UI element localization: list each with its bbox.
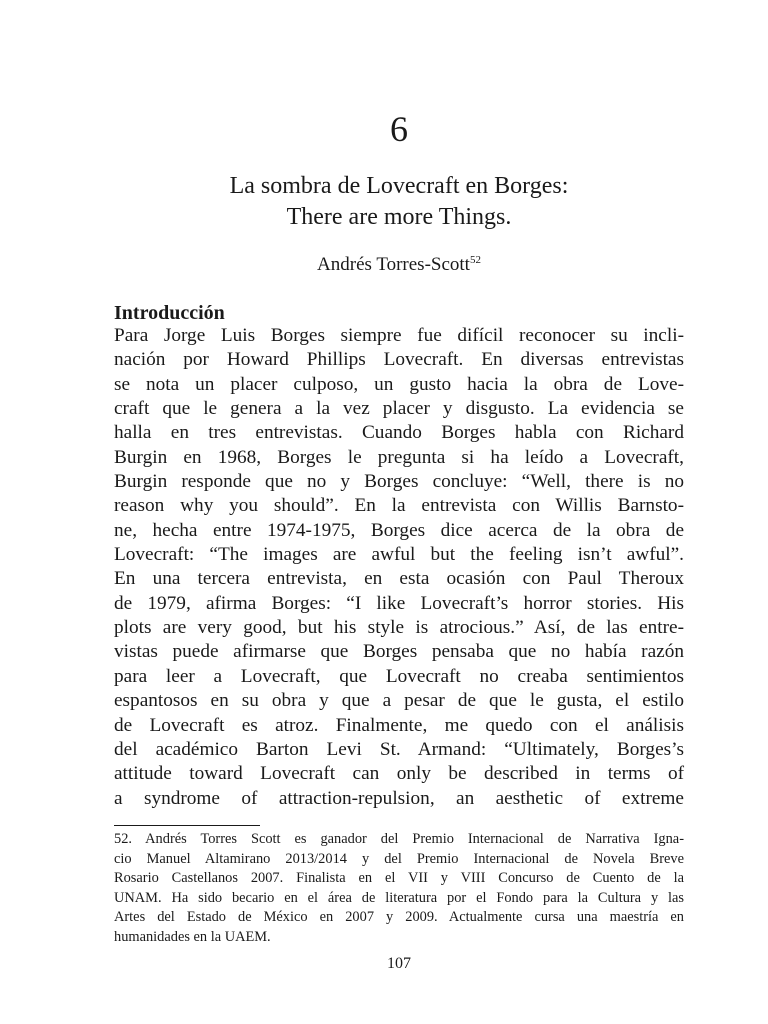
paragraph-line: Burgin responde que no y Borges concluye: “Well, there is no	[114, 471, 684, 493]
paragraph-line: attitude toward Lovecraft can only be described in terms of	[114, 763, 684, 785]
page-number: 107	[387, 955, 411, 972]
author-name: Andrés Torres-Scott	[317, 254, 470, 275]
footnote-divider	[114, 825, 260, 826]
paragraph-line: Para Jorge Luis Borges siempre fue difícil reconocer su incli-	[114, 325, 684, 346]
chapter-title	[0, 171, 768, 233]
paragraph-line: nación por Howard Phillips Lovecraft. En diversas entrevistas	[114, 349, 684, 371]
footnote-reference[interactable]: 52	[469, 254, 481, 266]
footnote-line: UNAM. Ha sido becario en el área de literatura por el Fondo para la Cultura y las	[114, 889, 684, 906]
footnote	[114, 830, 684, 947]
paragraph-line: para leer a Lovecraft, que Lovecraft no creaba sentimientos	[114, 665, 684, 687]
footnote-line: Artes del Estado de México en 2007 y 2009. Actualmente cursa una maestría en	[114, 909, 684, 925]
paragraph-line: reason why you should”. En la entrevista con Willis Barnsto-	[114, 495, 684, 517]
paragraph-line: a syndrome of attraction-repulsion, an aesthetic of extreme	[114, 787, 684, 809]
body-paragraph	[114, 324, 684, 811]
paragraph-line: del académico Barton Levi St. Armand: “Ultimately, Borges’s	[114, 738, 684, 760]
paragraph-line: de 1979, afirma Borges: “I like Lovecraft’s horror stories. His	[114, 592, 684, 614]
footnote-line: Rosario Castellanos 2007. Finalista en el VII y VIII Concurso de Cuento de la	[114, 870, 684, 886]
footnote-line: humanidades en la UAEM.	[114, 928, 271, 945]
paragraph-line: se nota un placer culposo, un gusto hacia la obra de Love-	[114, 373, 684, 395]
paragraph-line: ne, hecha entre 1974-1975, Borges dice acerca de la obra de	[114, 519, 684, 541]
paragraph-line: Burgin en 1968, Borges le pregunta si ha leído a Lovecraft,	[114, 446, 684, 468]
footnote-line: 52. Andrés Torres Scott es ganador del Premio Internacional de Narrativa Igna-	[114, 831, 684, 847]
section-heading: Introducción	[114, 302, 225, 324]
paragraph-line: de Lovecraft es atroz. Finalmente, me quedo con el análisis	[114, 714, 684, 736]
author-byline	[0, 252, 768, 278]
paragraph-line: halla en tres entrevistas. Cuando Borges habla con Richard	[114, 422, 684, 444]
chapter-title-line: There are more Things.	[286, 204, 512, 230]
paragraph-line: En una tercera entrevista, en esta ocasión con Paul Theroux	[114, 568, 684, 590]
footnote-line: cio Manuel Altamirano 2013/2014 y del Premio Internacional de Novela Breve	[114, 850, 684, 867]
paragraph-line: Lovecraft: “The images are awful but the feeling isn’t awful”.	[114, 544, 684, 566]
paragraph-line: craft que le genera a la vez placer y disgusto. La evidencia se	[114, 398, 684, 420]
paragraph-line: vistas puede afirmarse que Borges pensaba que no había razón	[114, 641, 684, 663]
paragraph-line: espantosos en su obra y que a pesar de que le gusta, el estilo	[114, 690, 684, 712]
paragraph-line: plots are very good, but his style is atrocious.” Así, de las entre-	[114, 617, 684, 639]
chapter-number: 6	[390, 109, 408, 149]
chapter-title-line: La sombra de Lovecraft en Borges:	[229, 173, 569, 199]
